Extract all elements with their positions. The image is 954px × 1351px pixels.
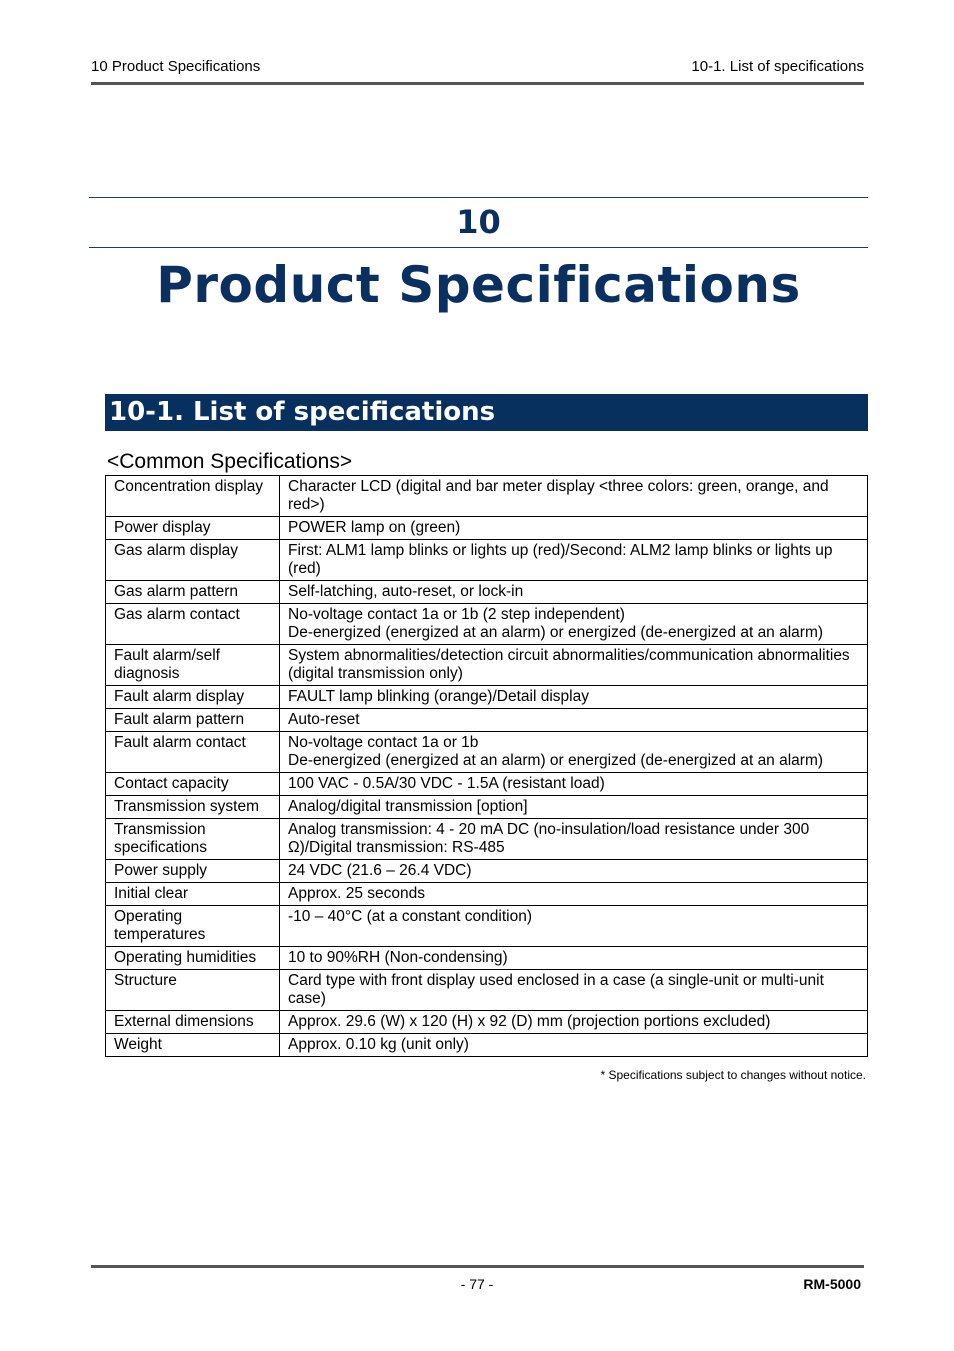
spec-item: External dimensions — [106, 1011, 280, 1034]
spec-item: Contact capacity — [106, 773, 280, 796]
page-number: - 77 - — [460, 1276, 494, 1292]
specifications-table — [105, 475, 868, 1057]
spec-value: -10 – 40°C (at a constant condition) — [280, 906, 868, 947]
spec-item: Fault alarm pattern — [106, 709, 280, 732]
model-name: RM-5000 — [803, 1276, 861, 1292]
spec-row — [106, 645, 868, 686]
header-rule — [91, 82, 864, 85]
spec-value: Approx. 0.10 kg (unit only) — [280, 1034, 868, 1057]
spec-item: Gas alarm pattern — [106, 581, 280, 604]
spec-row — [106, 947, 868, 970]
chapter-number: 10 — [456, 203, 501, 241]
spec-item: Fault alarm/self diagnosis — [106, 645, 280, 686]
running-header-chapter: 10 Product Specifications — [91, 58, 261, 75]
spec-value: Self-latching, auto-reset, or lock-in — [280, 581, 868, 604]
spec-value: 10 to 90%RH (Non-condensing) — [280, 947, 868, 970]
chapter-title: Product Specifications — [156, 256, 801, 314]
spec-row — [106, 819, 868, 860]
spec-item: Transmission system — [106, 796, 280, 819]
spec-item: Transmission specifications — [106, 819, 280, 860]
spec-value: Approx. 29.6 (W) x 120 (H) x 92 (D) mm (projection portions excluded) — [280, 1011, 868, 1034]
spec-value: First: ALM1 lamp blinks or lights up (red)/Second: ALM2 lamp blinks or lights up (red) — [280, 540, 868, 581]
table-caption: <Common Specifications> — [107, 450, 353, 473]
chapter-rule-top — [89, 197, 868, 198]
spec-value: Analog/digital transmission [option] — [280, 796, 868, 819]
spec-value: Analog transmission: 4 - 20 mA DC (no-insulation/load resistance under 300 Ω)/Digital transmission: RS-485 — [280, 819, 868, 860]
running-header-section: 10-1. List of specifications — [691, 58, 864, 75]
spec-row — [106, 970, 868, 1011]
spec-row — [106, 540, 868, 581]
spec-item: Weight — [106, 1034, 280, 1057]
spec-item: Concentration display — [106, 476, 280, 517]
spec-row — [106, 476, 868, 517]
spec-value: POWER lamp on (green) — [280, 517, 868, 540]
spec-row — [106, 1034, 868, 1057]
section-title: 10-1. List of specifications — [109, 397, 496, 427]
section-heading-bar — [105, 394, 868, 431]
spec-row — [106, 883, 868, 906]
spec-row — [106, 517, 868, 540]
spec-value: System abnormalities/detection circuit abnormalities/communication abnormalities (digital transmission only) — [280, 645, 868, 686]
spec-item: Initial clear — [106, 883, 280, 906]
spec-row — [106, 581, 868, 604]
spec-value: FAULT lamp blinking (orange)/Detail display — [280, 686, 868, 709]
spec-item: Power display — [106, 517, 280, 540]
spec-row — [106, 686, 868, 709]
spec-value: 100 VAC - 0.5A/30 VDC - 1.5A (resistant load) — [280, 773, 868, 796]
spec-row — [106, 860, 868, 883]
spec-value: Card type with front display used enclosed in a case (a single-unit or multi-unit case) — [280, 970, 868, 1011]
spec-item: Operating humidities — [106, 947, 280, 970]
spec-row — [106, 1011, 868, 1034]
spec-item: Fault alarm display — [106, 686, 280, 709]
spec-row — [106, 796, 868, 819]
spec-item: Gas alarm contact — [106, 604, 280, 645]
spec-row — [106, 604, 868, 645]
spec-value: No-voltage contact 1a or 1b De-energized (energized at an alarm) or energized (de-energized at an alarm) — [280, 732, 868, 773]
spec-item: Structure — [106, 970, 280, 1011]
spec-item: Gas alarm display — [106, 540, 280, 581]
spec-row — [106, 773, 868, 796]
chapter-rule-bottom — [89, 247, 868, 248]
spec-row — [106, 709, 868, 732]
disclaimer-note: * Specifications subject to changes without notice. — [600, 1068, 866, 1082]
spec-item: Power supply — [106, 860, 280, 883]
spec-value: Approx. 25 seconds — [280, 883, 868, 906]
spec-row — [106, 906, 868, 947]
spec-row — [106, 732, 868, 773]
spec-value: No-voltage contact 1a or 1b (2 step independent) De-energized (energized at an alarm) or energized (de-energized at an alarm) — [280, 604, 868, 645]
spec-value: 24 VDC (21.6 – 26.4 VDC) — [280, 860, 868, 883]
footer-rule — [91, 1265, 864, 1268]
spec-value: Character LCD (digital and bar meter display <three colors: green, orange, and red>) — [280, 476, 868, 517]
spec-value: Auto-reset — [280, 709, 868, 732]
spec-item: Operating temperatures — [106, 906, 280, 947]
spec-item: Fault alarm contact — [106, 732, 280, 773]
